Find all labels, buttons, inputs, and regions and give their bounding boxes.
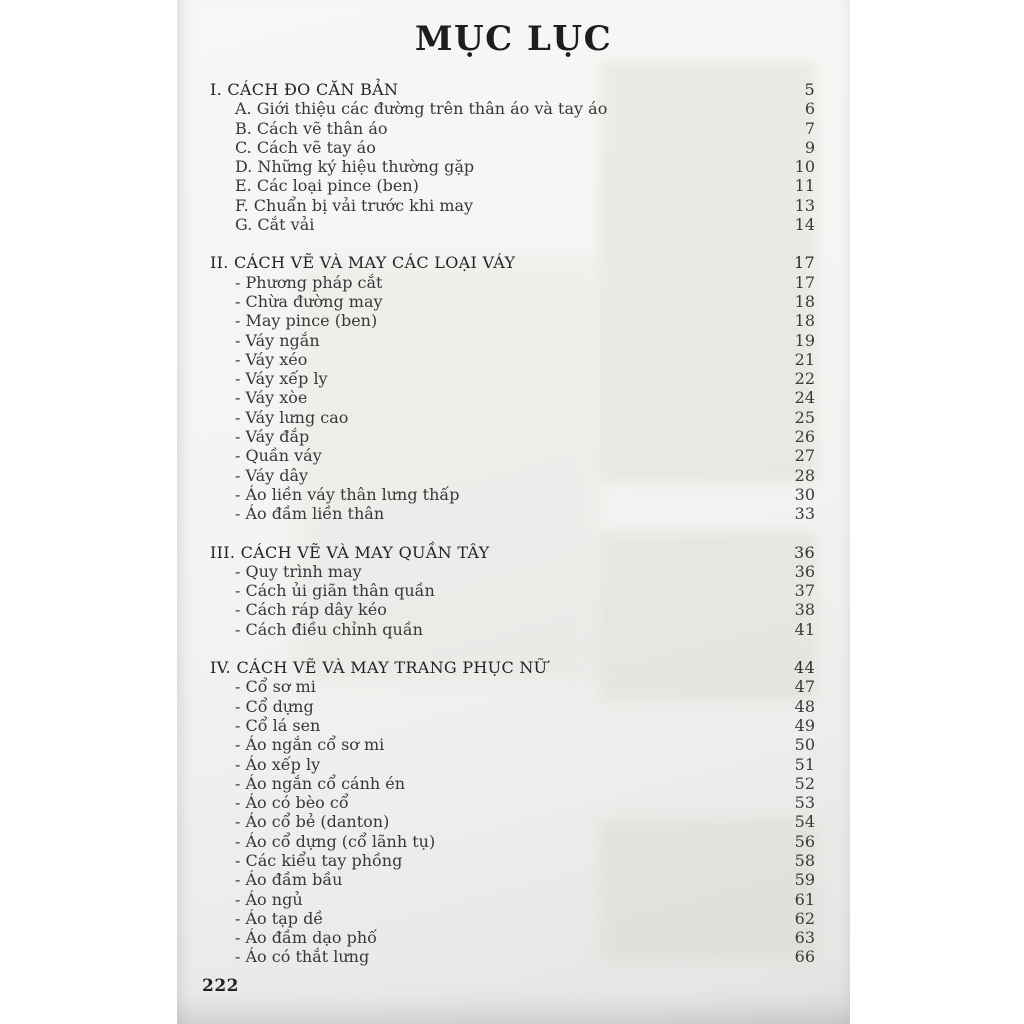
toc-item bbox=[210, 793, 815, 812]
toc-item-page-number: 41 bbox=[794, 619, 815, 639]
toc-item-label: - Phương pháp cắt bbox=[235, 272, 383, 292]
toc-item-page-number: 54 bbox=[794, 812, 815, 832]
toc-item bbox=[210, 408, 815, 427]
toc-item-page-number: 9 bbox=[804, 137, 815, 157]
toc-section-page-number: 5 bbox=[804, 80, 815, 99]
toc-item-label: - Váy dây bbox=[235, 465, 309, 485]
toc-item bbox=[210, 600, 815, 619]
toc-item-page-number: 30 bbox=[794, 484, 815, 504]
toc-item-label: - Váy đắp bbox=[235, 427, 310, 447]
toc-item-page-number: 48 bbox=[794, 696, 815, 716]
toc-item bbox=[210, 99, 815, 118]
toc-item-label: - Áo cổ dựng (cổ lãnh tụ) bbox=[235, 831, 436, 851]
toc-item-label: - Cách điều chỉnh quần bbox=[235, 619, 423, 639]
toc-item-page-number: 27 bbox=[794, 446, 815, 466]
toc-item-label: - Áo đầm liền thân bbox=[235, 504, 385, 524]
toc-item-page-number: 10 bbox=[794, 157, 815, 177]
toc-item bbox=[210, 562, 815, 581]
toc-item-label: - Váy lưng cao bbox=[235, 407, 349, 427]
toc-item-label: - Áo ngắn cổ cánh én bbox=[235, 773, 406, 793]
toc-item-label: - Cách ủi giãn thân quần bbox=[235, 581, 435, 601]
toc-section-heading: III. CÁCH VẼ VÀ MAY QUẦN TÂY bbox=[210, 542, 490, 562]
toc-item-label: - Các kiểu tay phồng bbox=[235, 850, 403, 870]
toc-item bbox=[210, 890, 815, 909]
toc-item-label: - Váy xếp ly bbox=[235, 369, 328, 389]
toc-item-label: - Cổ sơ mi bbox=[235, 677, 316, 697]
toc-item bbox=[210, 466, 815, 485]
toc-item-page-number: 17 bbox=[794, 272, 815, 292]
toc-item bbox=[210, 350, 815, 369]
toc-item-page-number: 26 bbox=[794, 427, 815, 447]
toc-item-label: - Váy ngắn bbox=[235, 330, 320, 350]
toc-item-label: - May pince (ben) bbox=[235, 311, 378, 331]
book-page bbox=[177, 0, 850, 1024]
toc-item bbox=[210, 755, 815, 774]
toc-item bbox=[210, 176, 815, 195]
toc-item bbox=[210, 677, 815, 696]
toc-item-page-number: 37 bbox=[794, 581, 815, 601]
toc-item bbox=[210, 581, 815, 600]
toc-item-label: - Quần váy bbox=[235, 446, 322, 466]
toc-item-page-number: 33 bbox=[794, 504, 815, 524]
page-number-footer: 222 bbox=[202, 976, 239, 996]
toc-section-page-number: 36 bbox=[794, 542, 815, 562]
toc-item-page-number: 24 bbox=[794, 388, 815, 408]
toc-item-page-number: 18 bbox=[794, 311, 815, 331]
toc-item bbox=[210, 774, 815, 793]
toc-item bbox=[210, 504, 815, 523]
toc-section-heading: I. CÁCH ĐO CĂN BẢN bbox=[210, 80, 399, 99]
toc-item-page-number: 53 bbox=[794, 793, 815, 813]
toc-item-page-number: 18 bbox=[794, 291, 815, 311]
toc-item-page-number: 21 bbox=[794, 349, 815, 369]
toc-item bbox=[210, 388, 815, 407]
toc-item-label: - Cổ dựng bbox=[235, 696, 314, 716]
toc-item bbox=[210, 292, 815, 311]
toc-item-page-number: 6 bbox=[804, 99, 815, 119]
toc-item bbox=[210, 311, 815, 330]
toc-item bbox=[210, 331, 815, 350]
toc-item bbox=[210, 870, 815, 889]
toc-item-label: - Áo ngủ bbox=[235, 889, 303, 909]
toc-section-page-number: 44 bbox=[794, 658, 815, 678]
toc-item-label: - Áo đầm bầu bbox=[235, 870, 343, 890]
toc-item-label: C. Cách vẽ tay áo bbox=[235, 137, 376, 157]
toc-item-page-number: 19 bbox=[794, 330, 815, 350]
toc-item bbox=[210, 812, 815, 831]
toc-item-label: - Áo có thắt lưng bbox=[235, 947, 370, 967]
toc-item-page-number: 36 bbox=[794, 561, 815, 581]
toc-item bbox=[210, 735, 815, 754]
toc-section-heading-row bbox=[210, 658, 815, 677]
toc-item-page-number: 22 bbox=[794, 369, 815, 389]
toc-item-label: - Cách ráp dây kéo bbox=[235, 600, 387, 620]
toc-item-page-number: 25 bbox=[794, 407, 815, 427]
toc-section-heading-row bbox=[210, 253, 815, 272]
toc-section-heading-row bbox=[210, 80, 815, 99]
toc-item-page-number: 61 bbox=[794, 889, 815, 909]
toc-item-label: - Áo tạp dề bbox=[235, 908, 324, 928]
toc-item-label: - Áo có bèo cổ bbox=[235, 793, 349, 813]
toc-item-page-number: 50 bbox=[794, 735, 815, 755]
toc-item-label: G. Cắt vải bbox=[235, 215, 315, 235]
toc-item bbox=[210, 909, 815, 928]
toc-item-label: - Cổ lá sen bbox=[235, 715, 321, 735]
toc-item-page-number: 52 bbox=[794, 773, 815, 793]
toc-section bbox=[210, 80, 815, 234]
toc-item bbox=[210, 369, 815, 388]
toc-section bbox=[210, 543, 815, 639]
toc-item-label: - Váy xòe bbox=[235, 388, 308, 408]
toc-section bbox=[210, 658, 815, 967]
toc-item bbox=[210, 716, 815, 735]
toc-item-page-number: 13 bbox=[794, 195, 815, 215]
toc-item bbox=[210, 485, 815, 504]
toc-item-label: - Quy trình may bbox=[235, 561, 362, 581]
toc-item-page-number: 14 bbox=[794, 215, 815, 235]
toc-item bbox=[210, 832, 815, 851]
toc-item-label: - Váy xéo bbox=[235, 349, 308, 369]
toc-item bbox=[210, 947, 815, 966]
toc-item bbox=[210, 196, 815, 215]
toc-section-heading: II. CÁCH VẼ VÀ MAY CÁC LOẠI VÁY bbox=[210, 253, 516, 273]
toc-item bbox=[210, 851, 815, 870]
toc-item-label: - Áo ngắn cổ sơ mi bbox=[235, 735, 385, 755]
toc-item-page-number: 11 bbox=[794, 176, 815, 196]
toc-item-label: - Áo xếp ly bbox=[235, 754, 321, 774]
toc-section-page-number: 17 bbox=[794, 253, 815, 273]
toc-item bbox=[210, 928, 815, 947]
toc-item bbox=[210, 157, 815, 176]
toc-item-page-number: 7 bbox=[804, 118, 815, 138]
toc-item-label: - Áo đầm dạo phố bbox=[235, 928, 377, 948]
toc-item bbox=[210, 446, 815, 465]
toc-item bbox=[210, 620, 815, 639]
toc-item-label: - Áo cổ bẻ (danton) bbox=[235, 812, 390, 832]
toc-item-page-number: 28 bbox=[794, 465, 815, 485]
toc-item-label: A. Giới thiệu các đường trên thân áo và tay áo bbox=[235, 99, 608, 119]
toc-item-label: F. Chuẩn bị vải trước khi may bbox=[235, 195, 474, 215]
toc-item-page-number: 63 bbox=[794, 928, 815, 948]
toc-item-page-number: 62 bbox=[794, 908, 815, 928]
toc-item-page-number: 56 bbox=[794, 831, 815, 851]
toc-section-heading-row bbox=[210, 543, 815, 562]
toc-item-label: E. Các loại pince (ben) bbox=[235, 176, 419, 196]
toc-section-heading: IV. CÁCH VẼ VÀ MAY TRANG PHỤC NỮ bbox=[210, 658, 548, 678]
toc-item-page-number: 47 bbox=[794, 677, 815, 697]
toc-item bbox=[210, 138, 815, 157]
toc-item-page-number: 59 bbox=[794, 870, 815, 890]
toc-item-page-number: 38 bbox=[794, 600, 815, 620]
toc-item bbox=[210, 215, 815, 234]
toc-item-label: B. Cách vẽ thân áo bbox=[235, 118, 388, 138]
page-title: MỤC LỤC bbox=[414, 19, 613, 59]
toc-item-page-number: 66 bbox=[794, 947, 815, 967]
toc-item-page-number: 58 bbox=[794, 850, 815, 870]
table-of-contents bbox=[210, 80, 815, 967]
toc-item-label: - Chừa đường may bbox=[235, 291, 383, 311]
toc-item-label: - Áo liền váy thân lưng thấp bbox=[235, 484, 460, 504]
toc-section bbox=[210, 253, 815, 523]
toc-item bbox=[210, 273, 815, 292]
toc-item-page-number: 49 bbox=[794, 715, 815, 735]
toc-item-label: D. Những ký hiệu thường gặp bbox=[235, 157, 475, 177]
toc-item-page-number: 51 bbox=[794, 754, 815, 774]
toc-item bbox=[210, 697, 815, 716]
toc-item bbox=[210, 119, 815, 138]
toc-item bbox=[210, 427, 815, 446]
